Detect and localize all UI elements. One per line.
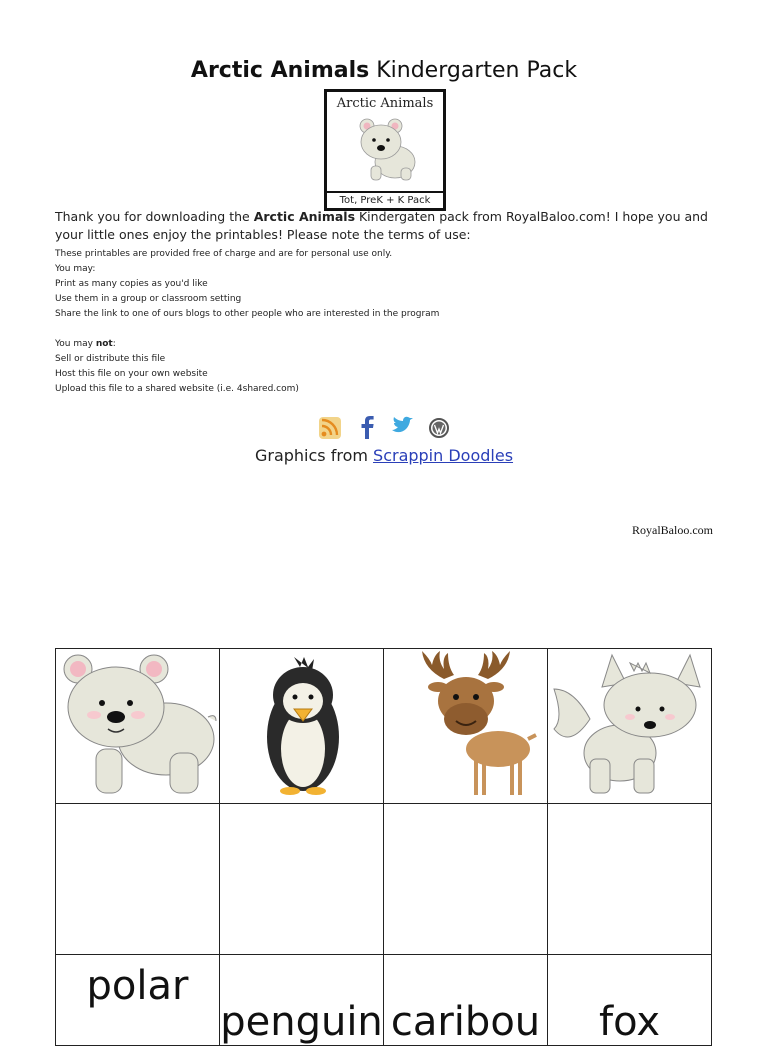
picture-cell: [220, 649, 384, 804]
word-cell: [548, 955, 712, 1046]
terms-line: Share the link to one of ours blogs to other people who are interested in the program: [55, 309, 440, 319]
site-name: RoyalBaloo.com: [632, 523, 713, 537]
word-label: polar: [86, 963, 189, 1009]
wordpress-icon[interactable]: [426, 414, 452, 440]
facebook-icon[interactable]: [354, 414, 380, 440]
title-bold: Arctic Animals: [190, 58, 370, 83]
word-label: caribou: [390, 999, 541, 1045]
logo-subtitle: Tot, PreK + K Pack: [327, 191, 443, 208]
terms-line: Print as many copies as you'd like: [55, 279, 208, 289]
credit-prefix: Graphics from: [254, 446, 374, 465]
fox-icon: [550, 649, 710, 799]
social-icons: [318, 414, 452, 440]
terms-line: Sell or distribute this file: [55, 354, 166, 364]
page-title: [0, 58, 768, 83]
terms-spacer: [55, 322, 715, 337]
intro-part2: Kindergaten pack from RoyalBaloo.com! I hope you and your little ones enjoy the printables! Please note the terms of use:: [55, 209, 708, 242]
picture-cell: [56, 649, 220, 804]
word-cell: [56, 955, 220, 1046]
intro-part1: Thank you for downloading the: [55, 209, 254, 224]
logo-title: Arctic Animals: [336, 96, 434, 111]
word-label: fox: [599, 999, 660, 1045]
blank-row: [56, 804, 712, 955]
word-cell: [384, 955, 548, 1046]
terms-of-use: [55, 247, 715, 397]
terms-line: [55, 337, 715, 352]
graphics-credit: [0, 446, 768, 465]
terms-line: These printables are provided free of charge and are for personal use only.: [55, 249, 393, 259]
terms-prefix: You may: [55, 339, 96, 349]
picture-row: [56, 649, 712, 804]
word-row: [56, 955, 712, 1046]
blank-cell: [220, 804, 384, 955]
terms-suffix: :: [112, 339, 116, 349]
caribou-icon: [386, 649, 546, 799]
animal-word-grid: [55, 648, 712, 1046]
word-label: penguin: [220, 999, 383, 1045]
penguin-icon: [222, 649, 382, 799]
intro-bold: Arctic Animals: [253, 209, 356, 224]
intro-paragraph: [55, 208, 715, 244]
pack-logo: [324, 89, 446, 211]
terms-line: Host this file on your own website: [55, 369, 208, 379]
terms-line: You may:: [55, 264, 96, 274]
word-cell: [220, 955, 384, 1046]
blank-cell: [56, 804, 220, 955]
terms-bold: not: [95, 339, 113, 349]
twitter-icon[interactable]: [390, 414, 416, 440]
blank-cell: [548, 804, 712, 955]
picture-cell: [384, 649, 548, 804]
rss-icon[interactable]: [318, 414, 344, 440]
scrappin-doodles-link[interactable]: Scrappin Doodles: [373, 446, 514, 465]
terms-line: Use them in a group or classroom setting: [55, 294, 242, 304]
title-rest: Kindergarten Pack: [369, 58, 578, 83]
polar-bear-logo-icon: [353, 116, 417, 182]
picture-cell: [548, 649, 712, 804]
polar-bear-icon: [58, 649, 218, 799]
terms-line: Upload this file to a shared website (i.e. 4shared.com): [55, 384, 299, 394]
blank-cell: [384, 804, 548, 955]
